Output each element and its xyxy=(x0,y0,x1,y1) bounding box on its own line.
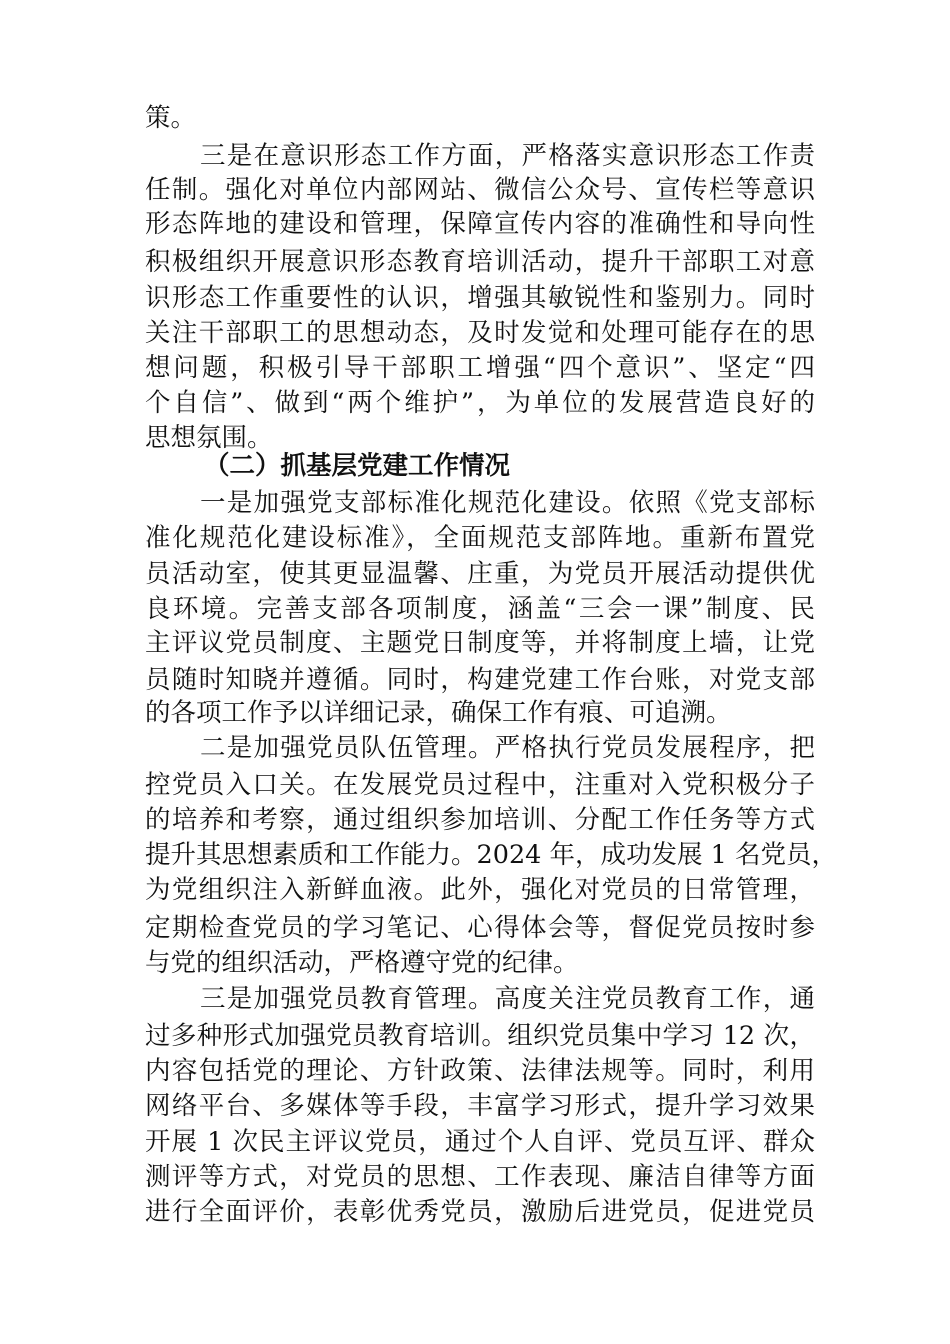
paragraph-line: 员活动室，使其更显温馨、庄重，为党员开展活动提供优 xyxy=(145,559,815,589)
paragraph-line: 进行全面评价，表彰优秀党员，激励后进党员，促进党员 xyxy=(145,1197,815,1227)
paragraph-line: 网络平台、多媒体等手段，丰富学习形式，提升学习效果 xyxy=(145,1091,815,1121)
paragraph-line: 想问题，积极引导干部职工增强“四个意识”、坚定“四 xyxy=(145,353,815,383)
paragraph-line: 员随时知晓并遵循。同时，构建党建工作台账，对党支部 xyxy=(145,665,815,695)
paragraph-line: 思想氛围。 xyxy=(145,423,273,453)
paragraph-line: 为党组织注入新鲜血液。此外，强化对党员的日常管理， xyxy=(145,875,815,905)
section-heading: （二）抓基层党建工作情况 xyxy=(204,451,511,481)
paragraph-line: 开展 1 次民主评议党员，通过个人自评、党员互评、群众 xyxy=(145,1127,815,1157)
paragraph-line: 三是加强党员教育管理。高度关注党员教育工作，通 xyxy=(200,984,815,1014)
paragraph-line: 的各项工作予以详细记录，确保工作有痕、可追溯。 xyxy=(145,698,732,728)
paragraph-line: 准化规范化建设标准》，全面规范支部阵地。重新布置党 xyxy=(145,523,815,553)
paragraph-line: 关注干部职工的思想动态，及时发觉和处理可能存在的思 xyxy=(145,318,815,348)
paragraph-line: 测评等方式，对党员的思想、工作表现、廉洁自律等方面 xyxy=(145,1162,815,1192)
paragraph-line: 主评议党员制度、主题党日制度等，并将制度上墙，让党 xyxy=(145,628,815,658)
paragraph-line: 提升其思想素质和工作能力。2024 年，成功发展 1 名党员， xyxy=(145,840,837,870)
paragraph-line: 内容包括党的理论、方针政策、法律法规等。同时，利用 xyxy=(145,1056,815,1086)
paragraph-line: 一是加强党支部标准化规范化建设。依照《党支部标 xyxy=(200,488,815,518)
paragraph-line: 策。 xyxy=(145,103,197,133)
paragraph-line: 定期检查党员的学习笔记、心得体会等，督促党员按时参 xyxy=(145,913,815,943)
paragraph-line: 良环境。完善支部各项制度，涵盖“三会一课”制度、民 xyxy=(145,594,815,624)
paragraph-line: 控党员入口关。在发展党员过程中，注重对入党积极分子 xyxy=(145,770,815,800)
paragraph-line: 与党的组织活动，严格遵守党的纪律。 xyxy=(145,948,579,978)
paragraph-line: 任制。强化对单位内部网站、微信公众号、宣传栏等意识 xyxy=(145,175,815,205)
paragraph-line: 形态阵地的建设和管理，保障宣传内容的准确性和导向性 xyxy=(145,209,815,239)
paragraph-line: 个自信”、做到“两个维护”，为单位的发展营造良好的 xyxy=(145,388,815,418)
paragraph-line: 过多种形式加强党员教育培训。组织党员集中学习 12 次， xyxy=(145,1021,815,1051)
paragraph-line: 二是加强党员队伍管理。严格执行党员发展程序，把 xyxy=(200,733,815,763)
paragraph-line: 三是在意识形态工作方面，严格落实意识形态工作责 xyxy=(200,141,815,171)
paragraph-line: 的培养和考察，通过组织参加培训、分配工作任务等方式 xyxy=(145,805,815,835)
paragraph-line: 识形态工作重要性的认识，增强其敏锐性和鉴别力。同时 xyxy=(145,283,815,313)
paragraph-line: 积极组织开展意识形态教育培训活动，提升干部职工对意 xyxy=(145,247,815,277)
